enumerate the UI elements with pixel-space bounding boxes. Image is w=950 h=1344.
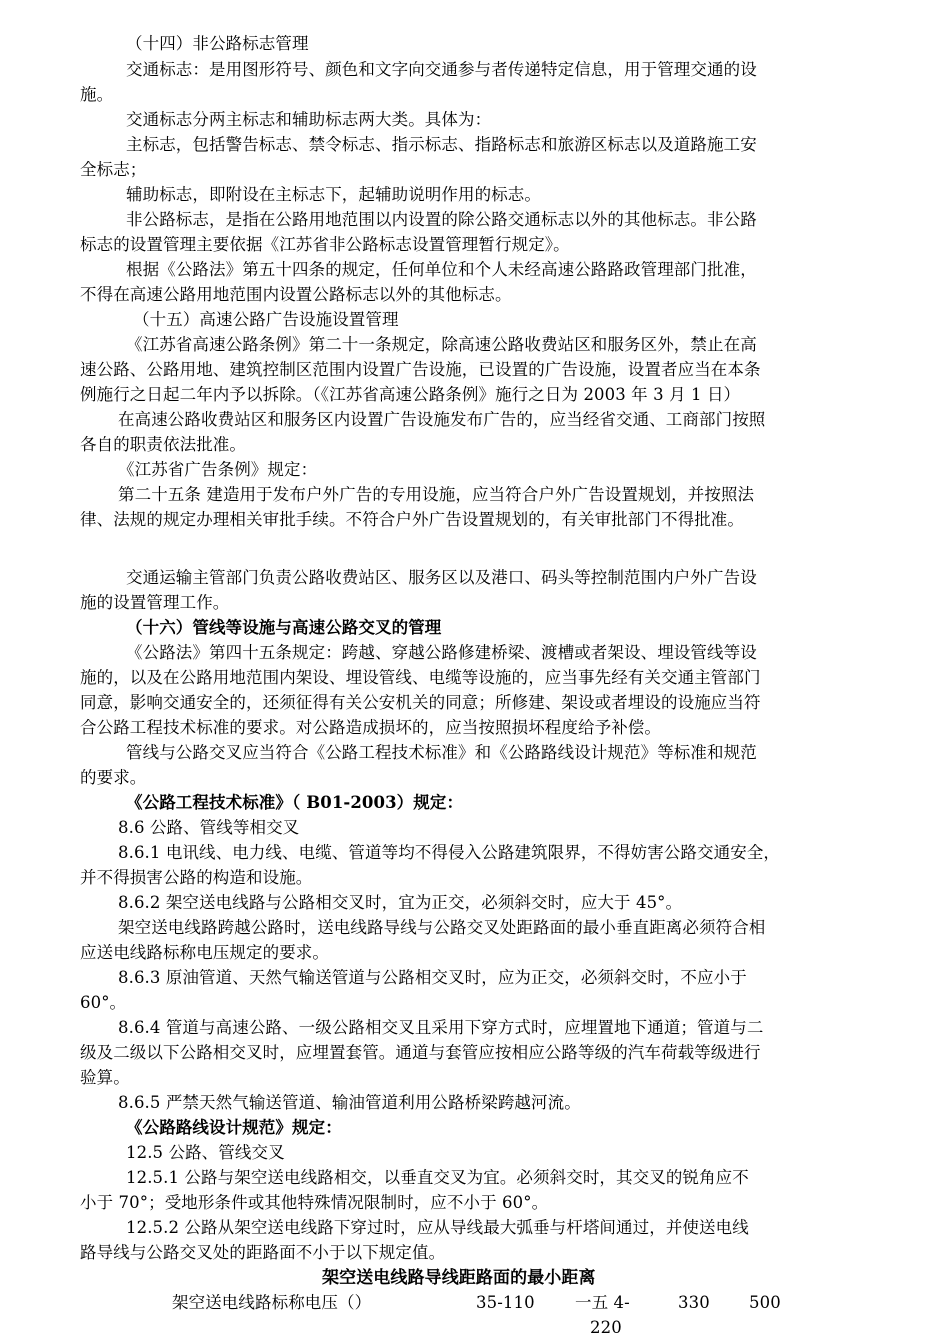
paragraph-line: 的要求。 [80,768,147,787]
paragraph-line: 小于 70°；受地形条件或其他特殊情况限制时，应不小于 60°。 [80,1193,549,1212]
paragraph-line: 验算。 [80,1068,130,1087]
paragraph-line: 同意，影响交通安全的，还须征得有关公安机关的同意；所修建、架设或者埋设的设施应当符 [80,693,761,712]
paragraph-line: 各自的职责依法批准。 [80,435,246,454]
paragraph-line: 速公路、公路用地、建筑控制区范围内设置广告设施，已设置的广告设施，设置者应当在本条 [80,360,761,379]
paragraph-line: 非公路标志，是指在公路用地范围以内设置的除公路交通标志以外的其他标志。非公路 [126,210,757,229]
paragraph-line: 《江苏省广告条例》规定： [118,460,318,479]
paragraph-line: 8.6.1 电讯线、电力线、电缆、管道等均不得侵入公路建筑限界，不得妨害公路交通安全， [118,843,781,862]
paragraph-line: 《江苏省高速公路条例》第二十一条规定，除高速公路收费站区和服务区外，禁止在高 [126,335,757,354]
table-cell: 35-110 [476,1293,535,1312]
paragraph-line: 应送电线路标称电压规定的要求。 [80,943,329,962]
table-cell: 330 [678,1293,710,1312]
paragraph-line: 辅助标志，即附设在主标志下，起辅助说明作用的标志。 [126,185,541,204]
paragraph-line: 合公路工程技术标准的要求。对公路造成损坏的，应当按照损坏程度给予补偿。 [80,718,661,737]
paragraph-line: 全标志； [80,160,147,179]
paragraph-line: 律、法规的规定办理相关审批手续。不符合户外广告设置规划的，有关审批部门不得批准。 [80,510,744,529]
paragraph-line: 第二十五条 建造用于发布户外广告的专用设施，应当符合户外广告设置规划，并按照法 [118,485,755,504]
paragraph-line: 8.6.5 严禁天然气输送管道、输油管道利用公路桥梁跨越河流。 [118,1093,581,1112]
table-row-label: 架空送电线路标称电压（） [172,1293,372,1312]
section-heading-16: （十六）管线等设施与高速公路交叉的管理 [126,618,442,637]
table-cell: 一五 4- [575,1293,630,1312]
paragraph-line: 级及二级以下公路相交叉时，应埋置套管。通道与套管应按相应公路等级的汽车荷载等级进行 [80,1043,761,1062]
paragraph-line: 《公路法》第四十五条规定：跨越、穿越公路修建桥梁、渡槽或者架设、埋设管线等设 [126,643,757,662]
clause-heading: 8.6 公路、管线等相交叉 [118,818,300,837]
paragraph-line: 8.6.4 管道与高速公路、一级公路相交叉且采用下穿方式时，应埋置地下通道；管道与二 [118,1018,764,1037]
standard-heading: 《公路路线设计规范》规定： [126,1118,342,1137]
paragraph-line: 施的设置管理工作。 [80,593,230,612]
paragraph-line: 主标志，包括警告标志、禁令标志、指示标志、指路标志和旅游区标志以及道路施工安 [126,135,757,154]
section-heading-15: （十五）高速公路广告设施设置管理 [133,310,399,329]
paragraph-line: 交通运输主管部门负责公路收费站区、服务区以及港口、码头等控制范围内户外广告设 [126,568,757,587]
paragraph-line: 架空送电线路跨越公路时，送电线路导线与公路交叉处距路面的最小垂直距离必须符合相 [118,918,766,937]
table-cell-wrap: 220 [590,1318,622,1337]
paragraph-line: 8.6.3 原油管道、天然气输送管道与公路相交叉时，应为正交，必须斜交时，不应小于 [118,968,747,987]
paragraph-line: 标志的设置管理主要依据《江苏省非公路标志设置管理暂行规定》。 [80,235,570,254]
paragraph-line: 交通标志：是用图形符号、颜色和文字向交通参与者传递特定信息，用于管理交通的设 [126,60,757,79]
paragraph-line: 例施行之日起二年内予以拆除。（《江苏省高速公路条例》施行之日为 2003 年 3 月 1 日） [80,385,741,404]
paragraph-line: 路导线与公路交叉处的距路面不小于以下规定值。 [80,1243,446,1262]
paragraph-line: 12.5.1 公路与架空送电线路相交，以垂直交叉为宜。必须斜交时，其交叉的锐角应不 [126,1168,749,1187]
clause-heading: 12.5 公路、管线交叉 [126,1143,285,1162]
paragraph-line: 在高速公路收费站区和服务区内设置广告设施发布广告的，应当经省交通、工商部门按照 [118,410,766,429]
paragraph-line: 管线与公路交叉应当符合《公路工程技术标准》和《公路路线设计规范》等标准和规范 [126,743,757,762]
paragraph-line: 60°。 [80,993,127,1012]
paragraph-line: 施。 [80,85,114,104]
table-cell: 500 [749,1293,781,1312]
section-heading-14: （十四）非公路标志管理 [126,34,309,53]
paragraph-line: 交通标志分两主标志和辅助标志两大类。具体为： [126,110,492,129]
paragraph-line: 施的，以及在公路用地范围内架设、埋设管线、电缆等设施的，应当事先经有关交通主管部门 [80,668,761,687]
table-title: 架空送电线路导线距路面的最小距离 [322,1268,596,1288]
paragraph-line: 12.5.2 公路从架空送电线路下穿过时，应从导线最大弧垂与杆塔间通过，并使送电线 [126,1218,749,1237]
paragraph-line: 根据《公路法》第五十四条的规定，任何单位和个人未经高速公路路政管理部门批准， [126,260,757,279]
paragraph-line: 不得在高速公路用地范围内设置公路标志以外的其他标志。 [80,285,512,304]
paragraph-line: 并不得损害公路的构造和设施。 [80,868,313,887]
standard-heading: 《公路工程技术标准》（ B01-2003）规定： [126,793,464,812]
paragraph-line: 8.6.2 架空送电线路与公路相交叉时，宜为正交，必须斜交时，应大于 45°。 [118,893,683,912]
